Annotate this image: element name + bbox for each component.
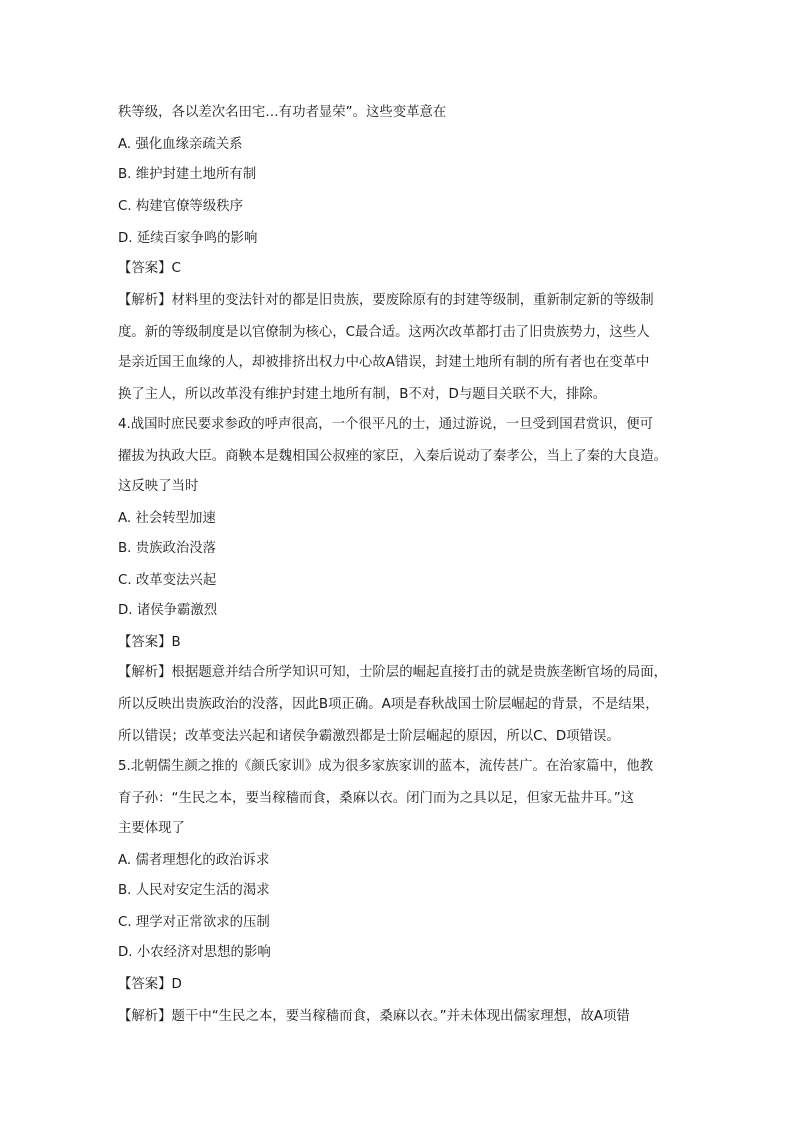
answer-label: 【答案】D (118, 977, 182, 992)
question-5-stem: 主要体现了 (118, 821, 185, 836)
option-c: C. 理学对正常欲求的压制 (118, 915, 270, 930)
option-a: A. 强化血缘亲疏关系 (118, 137, 243, 152)
analysis-line: 【解析】材料里的变法针对的都是旧贵族，要废除原有的封建等级制，重新制定新的等级制 (118, 293, 654, 308)
option-b: B. 维护封建土地所有制 (118, 167, 257, 182)
option-b: B. 贵族政治没落 (118, 541, 217, 556)
analysis-line: 【解析】根据题意并结合所学知识可知，士阶层的崛起直接打击的就是贵族垄断官场的局面， (118, 665, 668, 680)
analysis-line: 【解析】题干中“生民之本，要当稼穑而食，桑麻以衣。”并未体现出儒家理想，故A项错 (118, 1009, 630, 1024)
analysis-line: 是亲近国王血缘的人，却被排挤出权力中心故A错误，封建土地所有制的所有者也在变革中 (118, 355, 650, 370)
option-c: C. 改革变法兴起 (118, 573, 217, 588)
answer-label: 【答案】C (118, 261, 181, 276)
question-3-stem-tail: 秩等级，各以差次名田宅…有功者显荣”。这些变革意在 (118, 105, 447, 120)
question-4-stem: 擢拔为执政大臣。商鞅本是魏相国公叔痤的家臣，入秦后说动了秦孝公，当上了秦的大良造。 (118, 449, 668, 464)
analysis-line: 换了主人，所以改革没有维护封建土地所有制，B不对，D与题目关联不大，排除。 (118, 387, 607, 402)
question-5-stem: 育子孙：“生民之本，要当稼穑而食，桑麻以衣。闭门而为之具以足，但家无盐井耳。”这 (118, 791, 635, 806)
question-5-stem: 5.北朝儒生颜之推的《颜氏家训》成为很多家族家训的蓝本，流传甚广。在治家篇中，他教 (118, 759, 654, 774)
answer-label: 【答案】B (118, 635, 181, 650)
analysis-line: 所以错误；改革变法兴起和诸侯争霸激烈都是士阶层崛起的原因，所以C、D项错误。 (118, 729, 620, 744)
option-b: B. 人民对安定生活的渴求 (118, 883, 270, 898)
analysis-line: 度。新的等级制度是以官僚制为核心，C最合适。这两次改革都打击了旧贵族势力，这些人 (118, 325, 650, 340)
option-d: D. 延续百家争鸣的影响 (118, 231, 258, 246)
option-c: C. 构建官僚等级秩序 (118, 199, 243, 214)
option-a: A. 儒者理想化的政治诉求 (118, 853, 270, 868)
question-4-stem: 4.战国时庶民要求参政的呼声很高，一个很平凡的士，通过游说，一旦受到国君赏识，便可 (118, 417, 654, 432)
analysis-line: 所以反映出贵族政治的没落，因此B项正确。A项是春秋战国士阶层崛起的背景，不是结果， (118, 697, 659, 712)
option-d: D. 小农经济对思想的影响 (118, 945, 271, 960)
option-d: D. 诸侯争霸激烈 (118, 603, 218, 618)
question-4-stem: 这反映了当时 (118, 479, 199, 494)
option-a: A. 社会转型加速 (118, 511, 216, 526)
